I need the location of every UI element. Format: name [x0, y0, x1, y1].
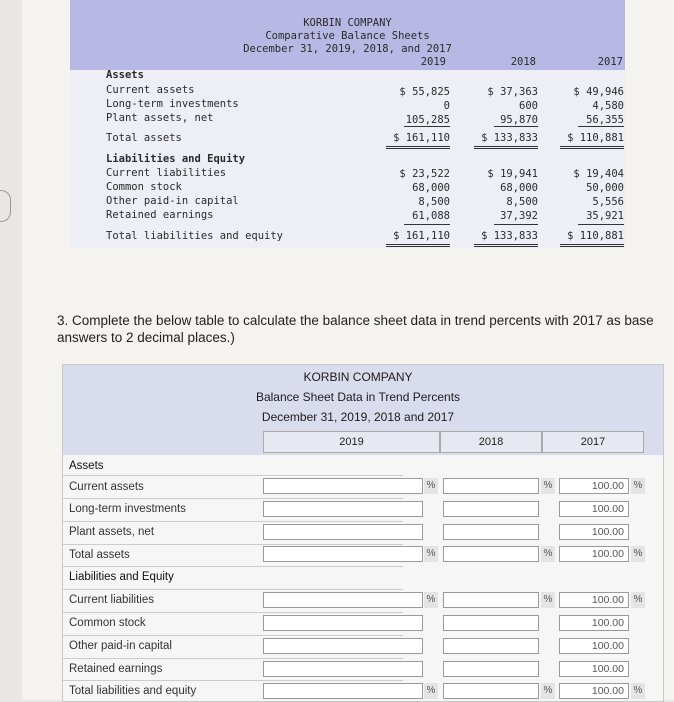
total-rule — [560, 244, 624, 247]
subtotal-rule — [494, 224, 538, 225]
cell-value: 5,556 — [592, 196, 624, 208]
cell-value: $ 110,881 — [567, 132, 624, 144]
row-label: Current liabilities — [106, 167, 227, 179]
row-label: Common stock — [106, 181, 182, 193]
textbook-page — [22, 0, 674, 700]
question-line-1: 3. Complete the below table to calculate the balance sheet data in trend percents with 2017 as base — [57, 313, 654, 328]
current-assets-2018-input[interactable] — [443, 478, 539, 494]
trend-row-label: Plant assets, net — [69, 526, 155, 538]
total-rule — [386, 146, 450, 149]
row-divider — [63, 521, 403, 522]
section-liabilities-label: Liabilities and Equity — [106, 153, 246, 165]
other-paid-in-capital-2017-value: 100.00 — [559, 638, 629, 654]
trend-row-label: Retained earnings — [69, 663, 163, 675]
cell-value: $ 110,881 — [567, 230, 624, 242]
subtotal-rule — [578, 224, 624, 225]
common-stock-2019-input[interactable] — [263, 615, 423, 631]
binder-edge — [0, 190, 11, 222]
total-liabilities-equity-2019-input[interactable] — [263, 683, 423, 699]
question-text — [57, 312, 674, 346]
cell-value: 61,088 — [412, 210, 450, 222]
row-label: Long-term investments — [106, 98, 239, 110]
cell-value: $ 37,363 — [487, 86, 538, 98]
total-rule — [474, 244, 538, 247]
row-divider — [63, 544, 403, 545]
cell-value: 37,392 — [500, 210, 538, 222]
cell-value: $ 55,825 — [399, 86, 450, 98]
common-stock-2018-input[interactable] — [443, 615, 539, 631]
cell-value: $ 19,404 — [573, 168, 624, 180]
row-divider — [63, 680, 403, 681]
long-term-investments-2018-input[interactable] — [443, 501, 539, 517]
row-divider — [63, 498, 403, 499]
year-2018-header: 2018 — [510, 56, 536, 68]
trend-row-label: Current liabilities — [69, 594, 155, 606]
cell-value: 68,000 — [500, 182, 538, 194]
section-assets-label: Assets — [106, 69, 144, 81]
percent-sign: % — [631, 478, 645, 494]
total-rule — [386, 244, 450, 247]
retained-earnings-2018-input[interactable] — [443, 661, 539, 677]
row-divider — [63, 475, 403, 476]
trend-year-2017: 2017 — [542, 431, 644, 453]
total-rule — [560, 146, 624, 149]
percent-sign: % — [631, 546, 645, 562]
percent-sign: % — [541, 478, 555, 494]
retained-earnings-2019-input[interactable] — [263, 661, 423, 677]
row-divider — [63, 635, 403, 636]
trend-section-assets: Assets — [69, 460, 104, 472]
cell-value: $ 133,833 — [481, 132, 538, 144]
subtotal-rule — [404, 126, 450, 127]
trend-section-liabilities: Liabilities and Equity — [69, 571, 174, 583]
other-paid-in-capital-2019-input[interactable] — [263, 638, 423, 654]
cell-value: $ 161,110 — [393, 230, 450, 242]
current-assets-2017-value: 100.00 — [559, 478, 629, 494]
trend-row-label: Total assets — [69, 549, 130, 561]
percent-sign: % — [631, 592, 645, 608]
row-label: Current assets — [106, 84, 195, 96]
trend-row-label: Long-term investments — [69, 503, 186, 515]
trend-table-date: December 31, 2019, 2018 and 2017 — [261, 410, 455, 424]
percent-sign: % — [424, 546, 438, 562]
common-stock-2017-value: 100.00 — [559, 615, 629, 631]
trend-row-label: Common stock — [69, 617, 146, 629]
company-name: KORBIN COMPANY — [303, 17, 392, 29]
retained-earnings-2017-value: 100.00 — [559, 661, 629, 677]
statement-date: December 31, 2019, 2018, and 2017 — [243, 43, 452, 55]
row-label: Total assets — [106, 132, 182, 144]
current-assets-2019-input[interactable] — [263, 478, 423, 494]
row-divider — [63, 566, 403, 567]
cell-value: $ 49,946 — [573, 86, 624, 98]
row-label: Plant assets, net — [106, 112, 214, 124]
cell-value: 56,355 — [586, 114, 624, 126]
cell-value: 35,921 — [586, 210, 624, 222]
cell-value: $ 19,941 — [487, 168, 538, 180]
cell-value: 8,500 — [418, 196, 450, 208]
percent-sign: % — [631, 683, 645, 699]
cell-value: 95,870 — [500, 114, 538, 126]
row-label: Retained earnings — [106, 209, 214, 221]
row-label: Total liabilities and equity — [106, 230, 284, 242]
year-2017-header: 2017 — [597, 56, 623, 68]
row-divider — [63, 612, 403, 613]
plant-assets-2017-value: 100.00 — [559, 524, 629, 540]
row-label: Other paid-in capital — [106, 195, 239, 207]
trend-percent-table — [62, 364, 664, 702]
long-term-investments-2019-input[interactable] — [263, 501, 423, 517]
total-rule — [474, 146, 538, 149]
year-2019-header: 2019 — [420, 56, 446, 68]
trend-row-label: Total liabilities and equity — [69, 685, 197, 697]
trend-row-label: Other paid-in capital — [69, 640, 172, 652]
current-liabilities-2019-input[interactable] — [263, 592, 423, 608]
total-liabilities-equity-2017-value: 100.00 — [559, 683, 629, 699]
comparative-balance-sheet — [70, 0, 625, 248]
cell-value: 4,580 — [592, 100, 624, 112]
current-liabilities-2018-input[interactable] — [443, 592, 539, 608]
trend-table-header — [63, 365, 663, 455]
total-assets-2017-value: 100.00 — [559, 546, 629, 562]
current-liabilities-2017-value: 100.00 — [559, 592, 629, 608]
total-liabilities-equity-2018-input[interactable] — [443, 683, 539, 699]
total-assets-2018-input[interactable] — [443, 546, 539, 562]
trend-year-2019: 2019 — [263, 431, 440, 453]
total-assets-2019-input[interactable] — [263, 546, 423, 562]
plant-assets-2018-input[interactable] — [443, 524, 539, 540]
percent-sign: % — [541, 683, 555, 699]
cell-value: $ 23,522 — [399, 168, 450, 180]
trend-year-2018: 2018 — [440, 431, 542, 453]
percent-sign: % — [541, 592, 555, 608]
statement-title: Comparative Balance Sheets — [265, 30, 430, 42]
trend-table-title: Balance Sheet Data in Trend Percents — [255, 390, 461, 404]
subtotal-rule — [578, 126, 624, 127]
balance-sheet-header — [70, 0, 625, 70]
other-paid-in-capital-2018-input[interactable] — [443, 638, 539, 654]
cell-value: 68,000 — [412, 182, 450, 194]
cell-value: 8,500 — [506, 196, 538, 208]
trend-company-name: KORBIN COMPANY — [303, 370, 413, 384]
subtotal-rule — [494, 126, 538, 127]
cell-value: $ 133,833 — [481, 230, 538, 242]
cell-value: 105,285 — [405, 114, 450, 126]
question-line-2: answers to 2 decimal places.) — [57, 330, 235, 345]
long-term-investments-2017-value: 100.00 — [559, 501, 629, 517]
plant-assets-2019-input[interactable] — [263, 524, 423, 540]
cell-value: 50,000 — [586, 182, 624, 194]
percent-sign: % — [424, 683, 438, 699]
cell-value: 600 — [519, 100, 538, 112]
percent-sign: % — [424, 592, 438, 608]
row-divider — [63, 658, 403, 659]
row-divider — [63, 589, 403, 590]
trend-row-label: Current assets — [69, 481, 144, 493]
subtotal-rule — [404, 224, 450, 225]
percent-sign: % — [541, 546, 555, 562]
cell-value: 0 — [443, 100, 450, 112]
cell-value: $ 161,110 — [393, 132, 450, 144]
percent-sign: % — [424, 478, 438, 494]
